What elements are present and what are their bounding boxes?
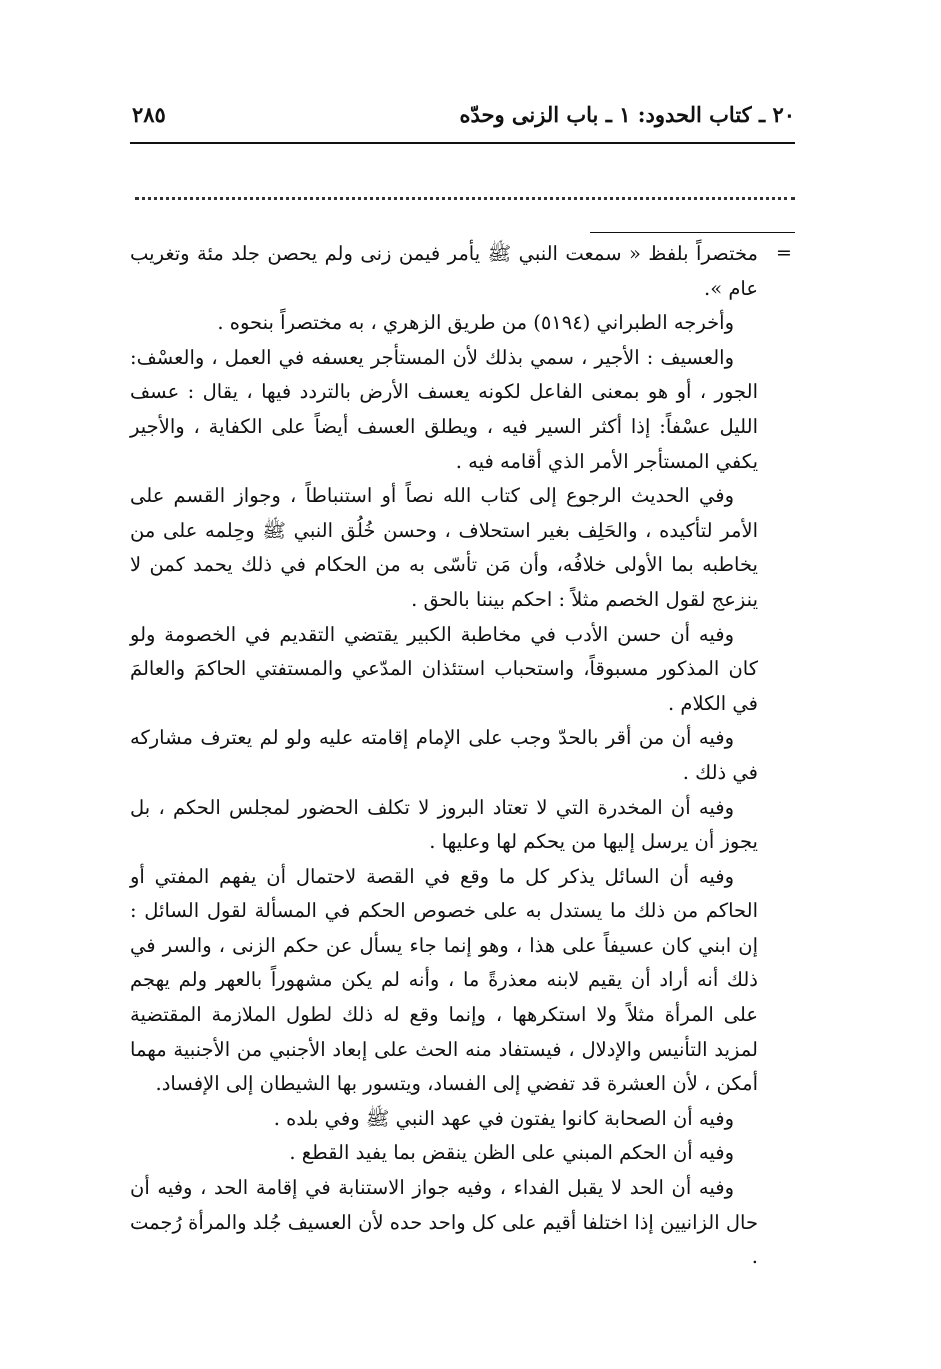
paragraph: وفيه أن السائل يذكر كل ما وقع في القصة لاحتمال أن يفهم المفتي أو الحاكم من ذلك ما يستدل به على خصوص الحكم في المسألة لقول السائل : إن ابني كان عسيفاً على هذا ، وهو إنما جاء يسأل عن حكم الزنى ، والسر في ذلك أنه أراد أن يقيم لابنه معذرةً ما ، وأنه لم يكن مشهوراً بالعهر ولم يهجم على المرأة مثلاً ولا استكرهها ، وإنما وقع له ذلك لطول الملازمة المقتضية لمزيد التأنيس والإدلال ، فيستفاد منه الحث على إبعاد الأجنبي من الأجنبية مهما أمكن ، لأن العشرة قد تفضي إلى الفساد، ويتسور بها الشيطان إلى الإفساد. — [130, 864, 758, 1096]
paragraph: وفيه أن من أقر بالحدّ وجب على الإمام إقامته عليه ولو لم يعترف مشاركه في ذلك . — [130, 726, 758, 784]
header-rule — [130, 142, 795, 144]
paragraph: وفيه أن الحكم المبني على الظن ينقض بما يفيد القطع . — [289, 1141, 734, 1165]
footnote-text — [130, 237, 758, 1275]
paragraph: وفيه أن المخدرة التي لا تعتاد البروز لا تكلف الحضور لمجلس الحكم ، بل يجوز أن يرسل إليها من يحكم لها وعليها . — [130, 795, 758, 854]
page-header — [130, 98, 795, 138]
paragraph: وفي الحديث الرجوع إلى كتاب الله نصاً أو استنباطاً ، وجواز القسم على الأمر لتأكيده ، والحَلِف بغير استحلاف ، وحسن خُلُق النبي ﷺ وحِلمه على من يخاطبه بما الأولى خلافُه، وأن مَن تأسّى به من الحكام في ذلك يحمد كمن لا ينزعج لقول الخصم مثلاً : احكم بيننا بالحق . — [130, 484, 758, 611]
dotted-separator — [135, 197, 795, 200]
continuation-mark: = — [776, 242, 792, 264]
running-title: ٢٠ ـ كتاب الحدود: ١ ـ باب الزنى وحدّه — [459, 102, 795, 127]
footnote-rule — [590, 232, 795, 233]
page-number: ٢٨٥ — [132, 102, 166, 127]
paragraph: وفيه أن الصحابة كانوا يفتون في عهد النبي ﷺ وفي بلده . — [273, 1106, 734, 1130]
paragraph: وفيه أن الحد لا يقبل الفداء ، وفيه جواز الاستنابة في إقامة الحد ، وفيه أن حال الزانيين إذا اختلفا أقيم على كل واحد حده لأن العسيف جُلد والمرأة رُجمت . — [130, 1176, 758, 1269]
paragraph: مختصراً بلفظ « سمعت النبي ﷺ يأمر فيمن زنى ولم يحصن جلد مئة وتغريب عام ». — [130, 242, 758, 300]
paragraph: وأخرجه الطبراني (٥١٩٤) من طريق الزهري ، به مختصراً بنحوه . — [217, 311, 734, 335]
paragraph: وفيه أن حسن الأدب في مخاطبة الكبير يقتضي التقديم في الخصومة ولو كان المذكور مسبوقاً، واستحباب استئذان المدّعي والمستفتي الحاكمَ والعالمَ في الكلام . — [130, 622, 758, 715]
paragraph: والعسيف : الأجير ، سمي بذلك لأن المستأجر يعسفه في العمل ، والعسْف: الجور ، أو هو بمعنى الفاعل لكونه يعسف الأرض بالتردد فيها ، يقال : عسف الليل عسْفاً: إذا أكثر السير فيه ، ويطلق العسف أيضاً على الكفاية ، والأجير يكفي المستأجر الأمر الذي أقامه فيه . — [130, 345, 758, 473]
